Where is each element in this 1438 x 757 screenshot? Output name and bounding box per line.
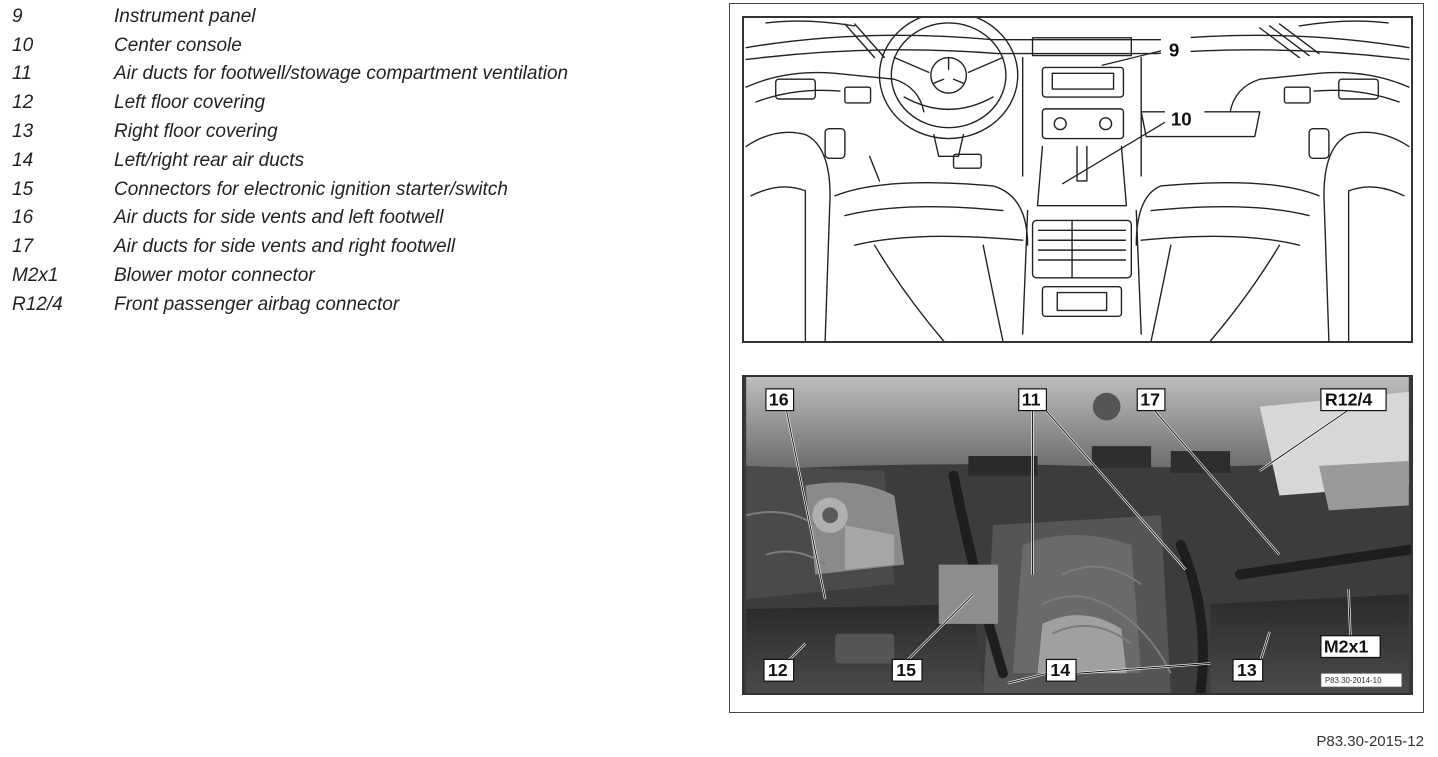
legend-item (12, 175, 702, 204)
figure-frame (729, 3, 1424, 713)
interior-drawing (742, 16, 1413, 343)
legend-text: Air ducts for side vents and left footwell (114, 207, 444, 229)
callout-9: 9 (1168, 39, 1180, 61)
legend-text: Right floor covering (114, 121, 278, 143)
legend-item (12, 2, 702, 31)
photo-reference: P83.30-2014-10 (1324, 676, 1382, 686)
legend-item (12, 232, 702, 261)
legend-text: Left/right rear air ducts (114, 149, 305, 171)
legend-text: Instrument panel (114, 5, 256, 27)
photo-label-13: 13 (1236, 660, 1257, 681)
callout-10: 10 (1170, 108, 1192, 130)
legend-text: Air ducts for footwell/stowage compartment ventilation (114, 63, 569, 85)
legend-key: 9 (12, 5, 23, 27)
photo-label-15: 15 (896, 660, 917, 681)
photo-label-14: 14 (1050, 660, 1071, 681)
photo-label-r12-4: R12/4 (1324, 389, 1373, 410)
legend-key: M2x1 (12, 265, 59, 287)
legend-item (12, 261, 702, 290)
legend (12, 2, 702, 319)
legend-key: 10 (12, 34, 34, 56)
legend-key: 13 (12, 121, 34, 143)
legend-key: 16 (12, 207, 34, 229)
figure-reference: P83.30-2015-12 (1316, 733, 1424, 750)
legend-text: Front passenger airbag connector (114, 293, 400, 315)
photo-label-11: 11 (1021, 389, 1041, 410)
legend-key: 17 (12, 236, 34, 258)
legend-text: Center console (114, 34, 242, 56)
legend-item (12, 146, 702, 175)
legend-text: Left floor covering (114, 92, 266, 114)
legend-key: 12 (12, 92, 34, 114)
legend-item (12, 290, 702, 319)
underdash-photo (742, 375, 1413, 695)
legend-item (12, 204, 702, 233)
legend-text: Blower motor connector (114, 265, 315, 287)
photo-label-16: 16 (768, 389, 789, 410)
legend-text: Connectors for electronic ignition starter/switch (114, 178, 508, 200)
legend-item (12, 60, 702, 89)
photo-label-m2x1: M2x1 (1323, 636, 1369, 657)
legend-text: Air ducts for side vents and right footwell (114, 236, 456, 258)
legend-key: 15 (12, 178, 34, 200)
legend-key: R12/4 (12, 293, 63, 315)
interior-line-art (744, 18, 1411, 341)
photo-label-17: 17 (1140, 389, 1160, 410)
legend-key: 14 (12, 149, 34, 171)
legend-item (12, 31, 702, 60)
underdash-photo-art (744, 377, 1411, 693)
legend-key: 11 (12, 63, 32, 85)
legend-item (12, 117, 702, 146)
legend-item (12, 88, 702, 117)
photo-label-12: 12 (767, 660, 788, 681)
